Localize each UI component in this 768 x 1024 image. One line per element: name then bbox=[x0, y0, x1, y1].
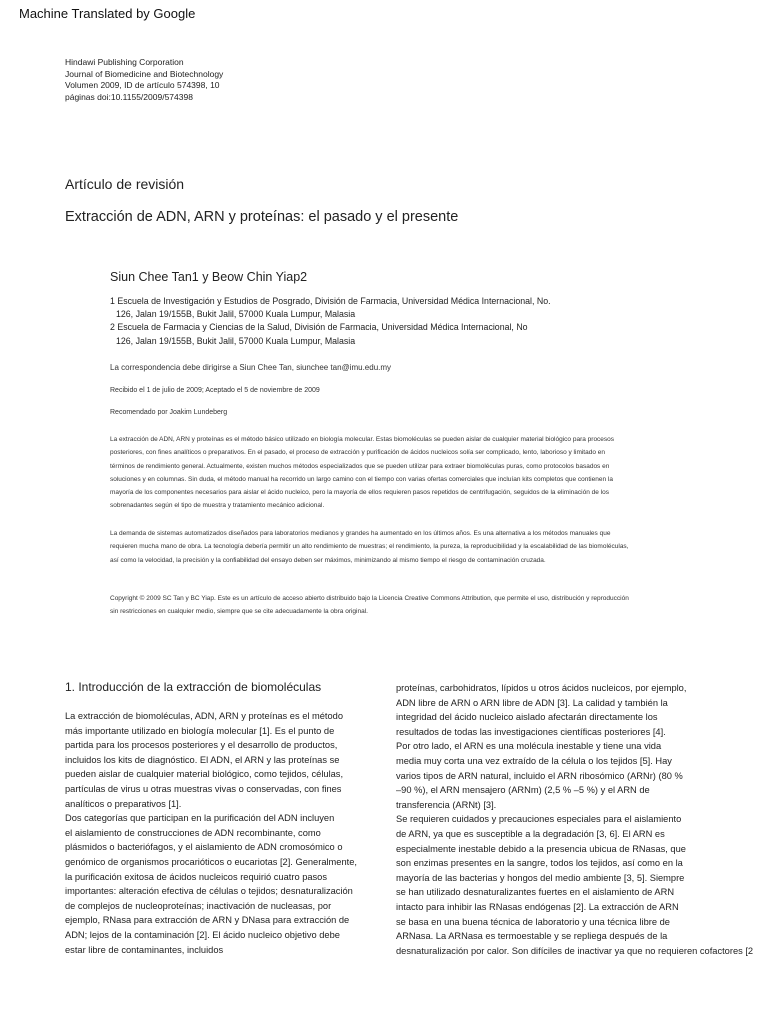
affiliation-line: 126, Jalan 19/155B, Bukit Jalil, 57000 Kuala Lumpur, Malasia bbox=[116, 335, 356, 346]
body-line: genómico de organismos procarióticos o eucariotas [2]. Generalmente, bbox=[65, 856, 357, 867]
body-line: importantes: alteración efectiva de células o tejidos; desnaturalización bbox=[65, 886, 353, 897]
body-line: partículas de virus u otras muestras vivas o conservadas, con fines bbox=[65, 783, 342, 794]
body-line: más importante utilizado en biología molecular [1]. Es el punto de bbox=[65, 725, 335, 736]
body-line: ARNasa. La ARNasa es termoestable y se repliega después de la bbox=[396, 931, 668, 942]
body-line: mayoría de las bacterias y hongos del medio ambiente [3, 5]. Siempre bbox=[396, 872, 685, 883]
body-right-column bbox=[396, 681, 768, 958]
body-line: La extracción de biomoléculas, ADN, ARN y proteínas es el método bbox=[65, 711, 344, 721]
affiliation-line: 126, Jalan 19/155B, Bukit Jalil, 57000 Kuala Lumpur, Malasia bbox=[116, 309, 356, 320]
abstract-line: así como la velocidad, la precisión y la confiabilidad del ensayo deben ser máximos, minimizando al mismo tiempo el riesgo de contaminación cruzada. bbox=[110, 556, 546, 564]
journal-volume: Volumen 2009, ID de artículo 574398, 10 bbox=[65, 80, 220, 90]
body-line: resultados de todas las investigaciones científicas posteriores [4]. bbox=[396, 726, 666, 737]
body-line: varios tipos de ARN natural, incluido el ARN ribosómico (ARNr) (80 % bbox=[396, 770, 683, 781]
recommended-by: Recomendado por Joakim Lundeberg bbox=[110, 409, 228, 416]
body-line: estar libre de contaminantes, incluidos bbox=[65, 944, 224, 955]
abstract-line: sobrenadantes según el tipo de muestra y tratamiento mecánico adicional. bbox=[110, 502, 325, 510]
body-line: incluidos los kits de diagnóstico. El ADN, el ARN y las proteínas se bbox=[65, 754, 340, 765]
body-line: la purificación exitosa de ácidos nucleicos requirió cuatro pasos bbox=[65, 871, 328, 882]
received-date: Recibido el 1 de julio de 2009; Aceptado el 5 de noviembre de 2009 bbox=[110, 387, 320, 394]
body-line: especialmente inestable debido a la presencia ubicua de RNasas, que bbox=[396, 843, 686, 854]
body-line: de complejos de nucleoproteínas; inactivación de nucleasas, por bbox=[65, 900, 332, 911]
body-line: ejemplo, RNasa para extracción de ARN y DNasa para extracción de bbox=[65, 915, 350, 926]
publisher: Hindawi Publishing Corporation bbox=[65, 57, 184, 67]
body-line: Se requieren cuidados y precauciones especiales para el aislamiento bbox=[396, 814, 682, 825]
body-line: Dos categorías que participan en la purificación del ADN incluyen bbox=[65, 813, 335, 824]
body-line: pueden aislar de cualquier material biológico, como tejidos, células, bbox=[65, 769, 344, 780]
authors: Siun Chee Tan1 y Beow Chin Yiap2 bbox=[110, 270, 308, 284]
body-line: son enzimas presentes en la sangre, todos los tejidos, así como en la bbox=[396, 858, 683, 869]
abstract-line: términos de rendimiento general. Actualmente, existen muchos métodos especializados que se pueden utilizar para extraer biomoléculas puras, como protocolos basados en bbox=[110, 462, 610, 470]
machine-translation-banner: Machine Translated by Google bbox=[19, 6, 196, 21]
journal-pages: páginas doi:10.1155/2009/574398 bbox=[65, 91, 193, 102]
body-line: intacto para inhibir las RNasas endógenas [2]. La extracción de ARN bbox=[396, 901, 679, 912]
correspondence: La correspondencia debe dirigirse a Siun Chee Tan, siunchee tan@imu.edu.my bbox=[110, 363, 392, 372]
affiliation-line: 1 Escuela de Investigación y Estudios de Posgrado, División de Farmacia, Universidad Médica Internacional, No. bbox=[110, 296, 551, 306]
body-line: integridad del ácido nucleico aislado afectarán directamente los bbox=[396, 712, 658, 723]
journal-info bbox=[65, 57, 223, 103]
body-line: partida para los procesos posteriores y el desarrollo de productos, bbox=[65, 740, 338, 751]
copyright-notice bbox=[110, 592, 629, 619]
body-line: proteínas, carbohidratos, lípidos u otros ácidos nucleicos, por ejemplo, bbox=[396, 683, 687, 693]
abstract-line: soluciones y en columnas. Sin duda, el método manual ha recorrido un largo camino con el tiempo con varias ofertas comerciales que incluían kits completos que contienen la bbox=[110, 475, 613, 483]
journal-name: Journal of Biomedicine and Biotechnology bbox=[65, 68, 224, 79]
abstract-line: requieren mucha mano de obra. La tecnología debería permitir un alto rendimiento de muestras; el rendimiento, la pureza, la reproducibilidad y la escalabilidad de las biomoléculas, bbox=[110, 543, 629, 551]
body-line: se han utilizado desnaturalizantes fuertes en el aislamiento de ARN bbox=[396, 887, 675, 898]
article-type: Artículo de revisión bbox=[65, 176, 185, 192]
body-line: –90 %), el ARN mensajero (ARNm) (2,5 % –5 %) y el ARN de bbox=[396, 785, 650, 796]
body-line: analíticos o preparativos [1]. bbox=[65, 798, 182, 809]
body-line: ADN libre de ARN o ARN libre de ADN [3]. La calidad y también la bbox=[396, 697, 668, 708]
body-line: plásmidos o bacteriófagos, y el aislamiento de ADN cromosómico o bbox=[65, 842, 343, 853]
body-line: Por otro lado, el ARN es una molécula inestable y tiene una vida bbox=[396, 741, 662, 752]
abstract-line: mayoría de los componentes necesarios para aislar el ácido nucleico, pero la mayoría de ellos requieren pasos repetidos de centrifugación, seguidos de la eliminación de los bbox=[110, 489, 609, 497]
body-left-column bbox=[65, 709, 357, 957]
affiliations bbox=[110, 295, 551, 348]
paper-title: Extracción de ADN, ARN y proteínas: el pasado y el presente bbox=[65, 209, 459, 225]
body-line: ADN; lejos de la contaminación [2]. El ácido nucleico objetivo debe bbox=[65, 929, 340, 940]
body-line: media muy corta una vez extraído de la célula o los tejidos [5]. Hay bbox=[396, 755, 672, 766]
abstract-paragraph-2 bbox=[110, 527, 629, 567]
affiliation-line: 2 Escuela de Farmacia y Ciencias de la Salud, División de Farmacia, Universidad Médica Internacional, No bbox=[110, 322, 528, 333]
abstract-line: La demanda de sistemas automatizados diseñados para laboratorios medianos y grandes ha aumentado en los últimos años. Es una alternativa a los métodos manuales que bbox=[110, 530, 611, 537]
section-heading: 1. Introducción de la extracción de biomoléculas bbox=[65, 680, 322, 694]
body-line: de ARN, ya que es susceptible a la degradación [3, 6]. El ARN es bbox=[396, 828, 665, 839]
copyright-line: sin restricciones en cualquier medio, siempre que se cite adecuadamente la obra original. bbox=[110, 608, 368, 616]
body-line: el aislamiento de construcciones de ADN recombinante, como bbox=[65, 827, 321, 838]
abstract-line: posteriores, con fines analíticos o preparativos. En el pasado, el proceso de extracción y purificación de ácidos nucleicos solía ser complicado, lento, laborioso y limitado en bbox=[110, 449, 605, 457]
abstract-line: La extracción de ADN, ARN y proteínas es el método básico utilizado en biología molecular. Estas biomoléculas se pueden aislar de cualquier material biológico para procesos bbox=[110, 436, 615, 443]
body-line: desnaturalización por calor. Son difíciles de inactivar ya que no requieren cofactores [2 bbox=[396, 945, 754, 956]
abstract-paragraph-1 bbox=[110, 433, 614, 513]
body-line: transferencia (ARNt) [3]. bbox=[396, 799, 497, 810]
body-line: se basa en una buena técnica de laboratorio y una técnica libre de bbox=[396, 916, 670, 927]
copyright-line: Copyright © 2009 SC Tan y BC Yiap. Este es un artículo de acceso abierto distribuido bajo la Licencia Creative Commons Attribution, que permite el uso, distribución y reproducción bbox=[110, 595, 629, 602]
